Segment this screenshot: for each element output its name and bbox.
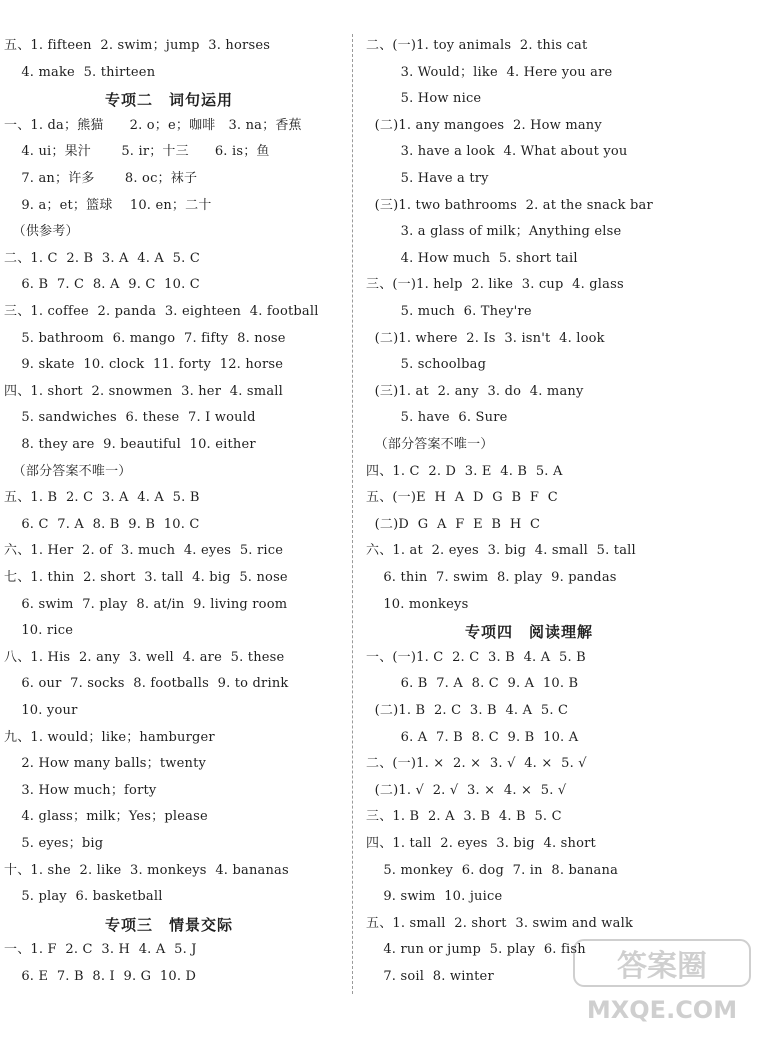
section-heading: 专项四 阅读理解 [465, 623, 594, 642]
answer-line: 4. run or jump 5. play 6. fish [366, 942, 586, 958]
answer-line: 5. monkey 6. dog 7. in 8. banana [366, 862, 619, 878]
answer-line: 五、1. B 2. C 3. A 4. A 5. B [4, 490, 200, 506]
answer-line: (三)1. at 2. any 3. do 4. many [366, 383, 584, 399]
answer-line: 10. rice [4, 623, 74, 639]
watermark-logo-text: 答案圈 [617, 949, 707, 984]
answer-line: 3. How much；forty [4, 782, 157, 798]
answer-line: 7. an；许多 8. oc；袜子 [4, 171, 198, 186]
answer-line: (二)1. B 2. C 3. B 4. A 5. C [366, 703, 569, 718]
answer-line: 2. How many balls；twenty [4, 756, 207, 772]
answer-line: 五、1. fifteen 2. swim；jump 3. horses [4, 38, 271, 53]
answer-line: 9. a；et；篮球 10. en；二十 [4, 197, 212, 213]
answer-line: 3. Would；like 4. Here you are [366, 64, 613, 80]
answer-line: (二)1. where 2. Is 3. isn't 4. look [366, 330, 605, 346]
answer-line: (二)1. √ 2. √ 3. × 4. × 5. √ [366, 782, 567, 798]
answer-line: 10. your [4, 703, 78, 718]
answer-line: 9. skate 10. clock 11. forty 12. horse [4, 357, 284, 373]
answer-line: 3. have a look 4. What about you [366, 144, 628, 160]
answer-line: 十、1. she 2. like 3. monkeys 4. bananas [4, 862, 289, 878]
answer-line: （供参考） [4, 224, 79, 240]
answer-line: 三、1. B 2. A 3. B 4. B 5. C [366, 809, 562, 825]
answer-line: 5. bathroom 6. mango 7. fifty 8. nose [4, 330, 286, 346]
answer-line: 5. eyes；big [4, 836, 104, 851]
answer-line: 3. a glass of milk；Anything else [366, 224, 622, 240]
answer-line: (二)1. any mangoes 2. How many [366, 117, 602, 133]
answer-line: （部分答案不唯一） [366, 437, 494, 452]
answer-line: 4. make 5. thirteen [4, 64, 156, 80]
answer-line: 五、1. small 2. short 3. swim and walk [366, 915, 634, 931]
answer-line: 5. Have a try [366, 171, 489, 186]
answer-line: 4. glass；milk；Yes；please [4, 809, 208, 825]
answer-line: 四、1. short 2. snowmen 3. her 4. small [4, 383, 283, 399]
answer-line: 九、1. would；like；hamburger [4, 729, 215, 745]
answer-line: 6. swim 7. play 8. at/in 9. living room [4, 596, 288, 612]
answer-line: 6. E 7. B 8. I 9. G 10. D [4, 969, 197, 984]
answer-line: （部分答案不唯一） [4, 463, 132, 479]
answer-line: 4. How much 5. short tail [366, 250, 578, 266]
answer-line: 7. soil 8. winter [366, 969, 494, 984]
answer-line: 一、(一)1. C 2. C 3. B 4. A 5. B [366, 649, 586, 665]
answer-line: 三、1. coffee 2. panda 3. eighteen 4. football [4, 304, 319, 319]
answer-line: (二)D G A F E B H C [366, 516, 541, 532]
answer-line: 二、(一)1. toy animals 2. this cat [366, 38, 588, 53]
answer-line: 三、(一)1. help 2. like 3. cup 4. glass [366, 277, 624, 293]
answer-line: 5. play 6. basketball [4, 889, 163, 905]
answer-line: 二、(一)1. × 2. × 3. √ 4. × 5. √ [366, 756, 587, 772]
watermark [572, 936, 752, 1026]
answer-line: 6. B 7. C 8. A 9. C 10. C [4, 277, 200, 293]
answer-line: 10. monkeys [366, 596, 469, 612]
answer-line: 8. they are 9. beautiful 10. either [4, 437, 256, 452]
answer-line: 5. How nice [366, 91, 482, 107]
answer-line: 八、1. His 2. any 3. well 4. are 5. these [4, 649, 285, 665]
answer-line: 四、1. C 2. D 3. E 4. B 5. A [366, 463, 563, 479]
answer-line: 5. schoolbag [366, 357, 487, 373]
section-heading: 专项三 情景交际 [105, 915, 234, 934]
answer-line: 6. C 7. A 8. B 9. B 10. C [4, 516, 200, 532]
answer-line: 五、(一)E H A D G B F C [366, 490, 558, 506]
answer-line: 5. sandwiches 6. these 7. I would [4, 410, 256, 426]
answer-line: 4. ui；果汁 5. ir；十三 6. is；鱼 [4, 144, 270, 160]
answer-line: 一、1. da；熊猫 2. o；e；咖啡 3. na；香蕉 [4, 117, 302, 133]
answer-line: 一、1. F 2. C 3. H 4. A 5. J [4, 942, 197, 958]
answer-line: 四、1. tall 2. eyes 3. big 4. short [366, 836, 596, 851]
answer-line: 二、1. C 2. B 3. A 4. A 5. C [4, 250, 200, 266]
answer-line: 6. B 7. A 8. C 9. A 10. B [366, 676, 579, 692]
answer-line: 七、1. thin 2. short 3. tall 4. big 5. nose [4, 570, 288, 585]
answer-line: 6. our 7. socks 8. footballs 9. to drink [4, 676, 289, 692]
answer-line: (三)1. two bathrooms 2. at the snack bar [366, 197, 653, 213]
answer-line: 9. swim 10. juice [366, 889, 503, 905]
column-divider [352, 34, 353, 994]
watermark-url: MXQE.COM [586, 996, 738, 1024]
answer-line: 6. A 7. B 8. C 9. B 10. A [366, 729, 579, 745]
answer-line: 六、1. at 2. eyes 3. big 4. small 5. tall [366, 543, 636, 559]
section-heading: 专项二 词句运用 [105, 91, 234, 110]
answer-line: 5. have 6. Sure [366, 410, 508, 426]
answer-line: 5. much 6. They're [366, 304, 532, 319]
answer-line: 6. thin 7. swim 8. play 9. pandas [366, 570, 617, 585]
answer-line: 六、1. Her 2. of 3. much 4. eyes 5. rice [4, 543, 284, 559]
